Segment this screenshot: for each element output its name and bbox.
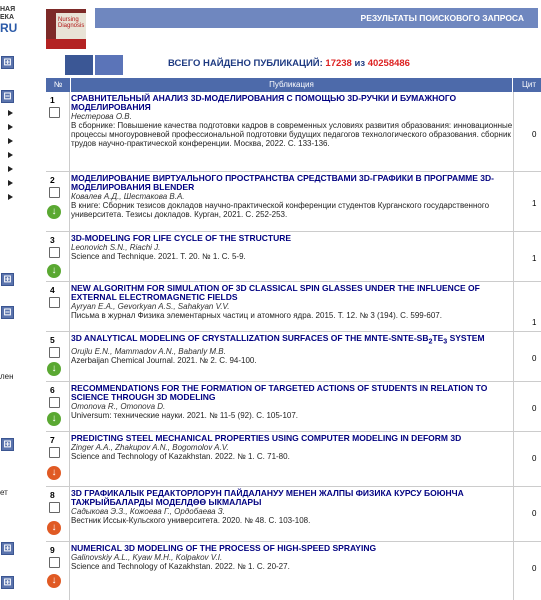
citation-count[interactable]: 0 bbox=[532, 130, 537, 139]
select-checkbox[interactable] bbox=[49, 557, 60, 568]
publication-cell bbox=[71, 489, 519, 525]
row-number: 5 bbox=[50, 335, 55, 345]
row-number: 6 bbox=[50, 385, 55, 395]
publication-source[interactable]: В книге: Сборник тезисов докладов научно-практической конференции студентов Курганского государственного университета. Тезисы докладов. Курган, 2021. С. 252-253. bbox=[71, 201, 490, 219]
row-number: 9 bbox=[50, 545, 55, 555]
publication-authors[interactable]: Нестерова О.В. bbox=[71, 112, 132, 121]
sidebar-arrow-icon[interactable] bbox=[8, 110, 13, 116]
table-row bbox=[46, 332, 541, 382]
citation-count[interactable]: 1 bbox=[532, 318, 537, 327]
page-title: РЕЗУЛЬТАТЫ ПОИСКОВОГО ЗАПРОСА bbox=[95, 8, 538, 28]
publication-cell bbox=[71, 544, 519, 571]
row-number: 3 bbox=[50, 235, 55, 245]
download-icon[interactable]: ↓ bbox=[47, 205, 61, 219]
table-row bbox=[46, 232, 541, 282]
publication-title-link[interactable]: RECOMMENDATIONS FOR THE FORMATION OF TARGETED ACTIONS OF STUDENTS IN RELATION TO SCIENCE THROUGH 3D MODELING bbox=[71, 383, 488, 402]
col-num-header: № bbox=[53, 80, 63, 89]
download-icon[interactable]: ↓ bbox=[47, 362, 61, 376]
row-number: 2 bbox=[50, 175, 55, 185]
download-icon[interactable]: ↓ bbox=[47, 412, 61, 426]
table-row bbox=[46, 542, 541, 600]
summary-label: ВСЕГО НАЙДЕНО ПУБЛИКАЦИЙ: bbox=[168, 58, 323, 69]
publication-source[interactable]: Письма в журнал Физика элементарных частиц и атомного ядра. 2015. Т. 12. № 3 (194). С. 599-607. bbox=[71, 311, 442, 320]
publication-cell bbox=[71, 384, 519, 420]
sidebar-arrow-icon[interactable] bbox=[8, 166, 13, 172]
publication-title-link[interactable]: 3D-MODELING FOR LIFE CYCLE OF THE STRUCTURE bbox=[71, 233, 292, 243]
select-checkbox[interactable] bbox=[49, 297, 60, 308]
download-icon[interactable]: ↓ bbox=[47, 466, 61, 480]
select-checkbox[interactable] bbox=[49, 502, 60, 513]
expand-button[interactable]: ⊞ bbox=[1, 438, 14, 451]
column-divider bbox=[513, 92, 514, 600]
publication-title-link[interactable]: 3D ГРАФИКАЛЫК РЕДАКТОРЛОРУН ПАЙДАЛАНУУ МЕНЕН ЖАЛПЫ ФИЗИКА КУРСУ БОЮНЧА ТАЖРЫЙБАЛАРДЫ МОДЕЛДӨӨ ЫКМАЛАРЫ bbox=[71, 488, 464, 507]
decorative-block bbox=[95, 55, 123, 75]
logo-line-2: ЕКА bbox=[0, 14, 14, 21]
publication-cell bbox=[71, 434, 519, 461]
sidebar-arrow-icon[interactable] bbox=[8, 180, 13, 186]
publication-title-link[interactable]: NEW ALGORITHM FOR SIMULATION OF 3D CLASSICAL SPIN GLASSES UNDER THE INFLUENCE OF EXTERNAL ELECTROMAGNETIC FIELDS bbox=[71, 283, 480, 302]
publication-source[interactable]: Azerbaijan Chemical Journal. 2021. № 2. С. 94-100. bbox=[71, 355, 257, 365]
publication-authors[interactable]: Ayryan E.A., Gevorkyan A.S., Sahakyan V.V. bbox=[71, 302, 230, 311]
publication-cell bbox=[71, 334, 519, 365]
publication-cell bbox=[71, 284, 519, 320]
main-content bbox=[38, 0, 541, 600]
sidebar-arrow-icon[interactable] bbox=[8, 152, 13, 158]
table-row bbox=[46, 382, 541, 432]
publication-authors[interactable]: Orujlu E.N., Mammadov A.N., Babanly M.B. bbox=[71, 346, 226, 356]
total-count: 40258486 bbox=[367, 58, 410, 69]
select-checkbox[interactable] bbox=[49, 347, 60, 358]
library-logo[interactable] bbox=[0, 6, 20, 34]
logo-line-1: НАЯ bbox=[0, 6, 16, 13]
expand-button[interactable]: ⊞ bbox=[1, 56, 14, 69]
publication-title-link[interactable]: СРАВНИТЕЛЬНЫЙ АНАЛИЗ 3D-МОДЕЛИРОВАНИЯ С ПОМОЩЬЮ 3D-РУЧКИ И БУМАЖНОГО МОДЕЛИРОВАНИЯ bbox=[71, 93, 457, 112]
decorative-block bbox=[65, 55, 93, 75]
row-number: 8 bbox=[50, 490, 55, 500]
publication-authors[interactable]: Leonovich S.N., Riachi J. bbox=[71, 243, 161, 252]
journal-cover-image[interactable] bbox=[46, 9, 86, 49]
publication-title-link[interactable]: 3D ANALYTICAL MODELING OF CRYSTALLIZATION SURFACES OF THE MNTE-$SNTE-SB_2TE_3$ SYSTEM bbox=[71, 333, 485, 346]
citation-count[interactable]: 0 bbox=[532, 354, 537, 363]
expand-button[interactable]: ⊞ bbox=[1, 542, 14, 555]
sidebar-text: лен bbox=[0, 372, 14, 381]
sidebar-arrow-icon[interactable] bbox=[8, 138, 13, 144]
results-summary bbox=[168, 58, 410, 69]
citation-count[interactable]: 0 bbox=[532, 564, 537, 573]
download-icon[interactable]: ↓ bbox=[47, 574, 61, 588]
collapse-button[interactable]: ⊟ bbox=[1, 306, 14, 319]
sidebar-text: ет bbox=[0, 488, 8, 497]
publication-title-link[interactable]: PREDICTING STEEL MECHANICAL PROPERTIES USING COMPUTER MODELING IN DEFORM 3D bbox=[71, 433, 462, 443]
publication-authors[interactable]: Ковалев А.Д., Шестакова В.А. bbox=[71, 192, 185, 201]
publication-authors[interactable]: Galinovskiy A.L., Kyaw M.H., Kolpakov V.I. bbox=[71, 553, 223, 562]
publication-authors[interactable]: Omonova R., Omonova D. bbox=[71, 402, 166, 411]
citation-count[interactable]: 0 bbox=[532, 454, 537, 463]
publication-source[interactable]: Universum: технические науки. 2021. № 11-5 (92). С. 105-107. bbox=[71, 411, 299, 420]
publication-authors[interactable]: Садыкова Э.З., Кожоева Г., Ордобаева З. bbox=[71, 507, 225, 516]
table-row bbox=[46, 487, 541, 542]
publication-source[interactable]: Science and Technology of Kazakhstan. 2022. № 1. С. 71-80. bbox=[71, 452, 290, 461]
publication-source[interactable]: Вестник Иссык-Кульского университета. 2020. № 48. С. 103-108. bbox=[71, 516, 311, 525]
publication-title-link[interactable]: МОДЕЛИРОВАНИЕ ВИРТУАЛЬНОГО ПРОСТРАНСТВА СРЕДСТВАМИ 3D-ГРАФИКИ В ПРОГРАММЕ 3D-МОДЕЛИРОВАНИЯ BLENDER bbox=[71, 173, 494, 192]
col-publication-header: Публикация bbox=[70, 78, 513, 92]
citation-count[interactable]: 1 bbox=[532, 199, 537, 208]
publication-cell bbox=[71, 234, 519, 261]
table-row bbox=[46, 92, 541, 172]
select-checkbox[interactable] bbox=[49, 187, 60, 198]
sidebar-arrow-icon[interactable] bbox=[8, 124, 13, 130]
expand-button[interactable]: ⊞ bbox=[1, 576, 14, 589]
download-icon[interactable]: ↓ bbox=[47, 521, 61, 535]
select-checkbox[interactable] bbox=[49, 397, 60, 408]
citation-count[interactable]: 1 bbox=[532, 254, 537, 263]
publication-cell bbox=[71, 174, 519, 219]
column-divider bbox=[69, 92, 70, 600]
col-citations-header[interactable]: Цит bbox=[522, 80, 537, 89]
logo-line-3: RU bbox=[0, 21, 18, 35]
download-icon[interactable]: ↓ bbox=[47, 264, 61, 278]
row-number: 1 bbox=[50, 95, 55, 105]
select-checkbox[interactable] bbox=[49, 247, 60, 258]
publication-authors[interactable]: Zinger A.A., Zhakupov A.N., Bogomolov A.V. bbox=[71, 443, 229, 452]
publication-source[interactable]: В сборнике: Повышение качества подготовки кадров в современных условиях развития образования: инновационные процессы многоуровневой профессиональной подготовки будущих педагогов технологического образования. сборник трудов научно-практической конференции. Москва, 2022. С. 133-136. bbox=[71, 121, 513, 148]
publication-source[interactable]: Science and Technique. 2021. Т. 20. № 1. С. 5-9. bbox=[71, 252, 246, 261]
row-number: 7 bbox=[50, 435, 55, 445]
collapse-button[interactable]: ⊟ bbox=[1, 90, 14, 103]
publication-title-link[interactable]: NUMERICAL 3D MODELING OF THE PROCESS OF HIGH-SPEED SPRAYING bbox=[71, 543, 377, 553]
left-sidebar bbox=[0, 0, 20, 600]
select-checkbox[interactable] bbox=[49, 447, 60, 458]
table-header bbox=[46, 78, 541, 92]
cover-title: Nursing Diagnosis bbox=[58, 17, 85, 29]
table-row bbox=[46, 282, 541, 332]
publication-source[interactable]: Science and Technology of Kazakhstan. 2022. № 1. С. 20-27. bbox=[71, 562, 290, 571]
citation-count[interactable]: 0 bbox=[532, 404, 537, 413]
summary-of: из bbox=[354, 58, 366, 69]
select-checkbox[interactable] bbox=[49, 107, 60, 118]
table-row bbox=[46, 432, 541, 487]
expand-button[interactable]: ⊞ bbox=[1, 273, 14, 286]
sidebar-arrow-icon[interactable] bbox=[8, 194, 13, 200]
found-count: 17238 bbox=[325, 58, 352, 69]
publication-cell bbox=[71, 94, 519, 148]
row-number: 4 bbox=[50, 285, 55, 295]
citation-count[interactable]: 0 bbox=[532, 509, 537, 518]
table-row bbox=[46, 172, 541, 232]
